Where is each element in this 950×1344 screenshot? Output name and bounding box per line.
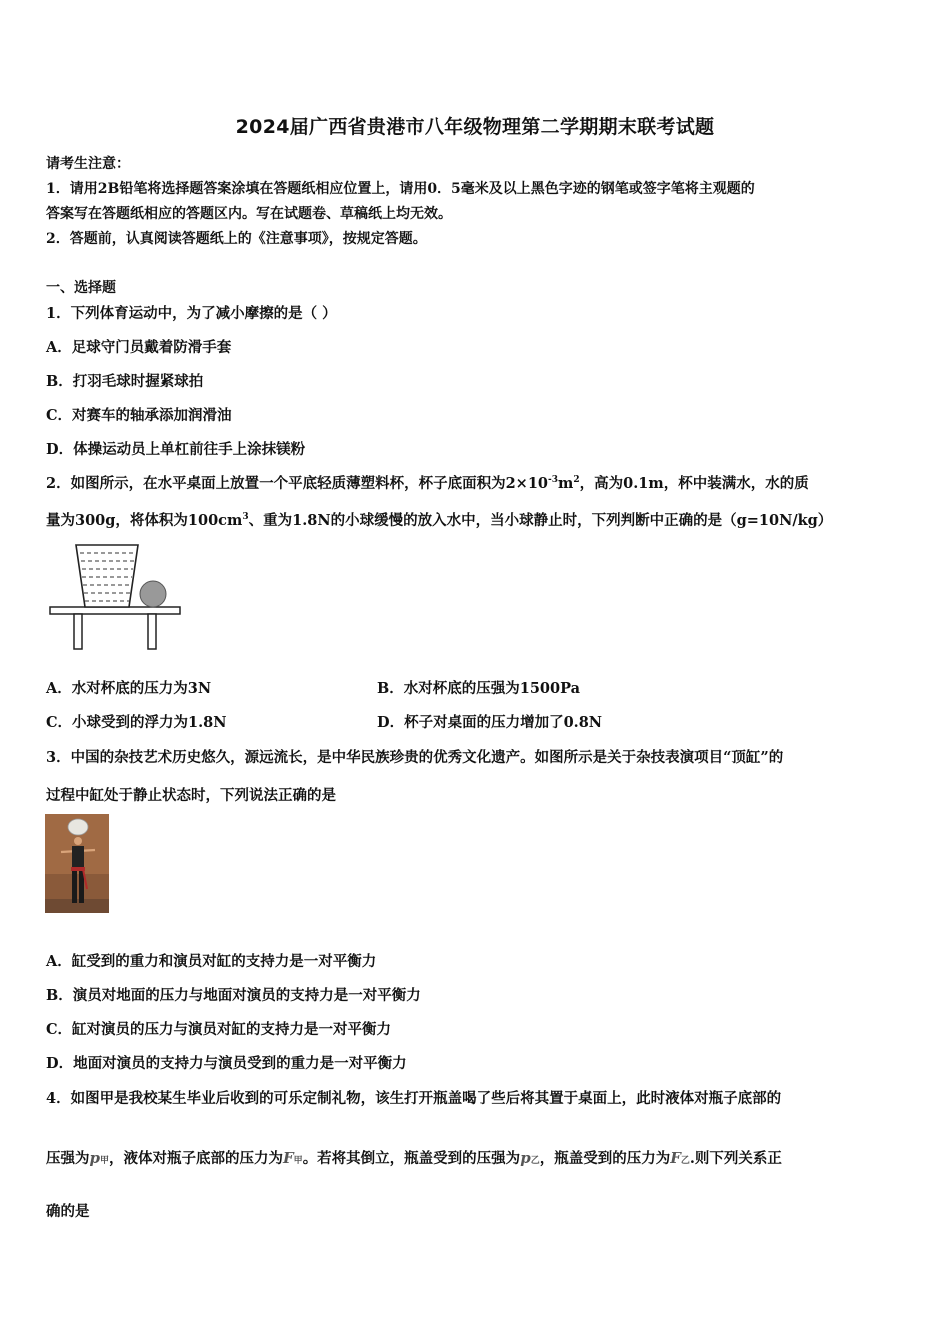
q1-stem: 1．下列体育运动中，为了减小摩擦的是（ ） <box>46 305 337 322</box>
q1-option-d: D．体操运动员上单杠前往手上涂抹镁粉 <box>46 441 306 458</box>
q4-p-symbol-2: p <box>520 1149 531 1167</box>
q4-s2b: ，液体对瓶子底部的压力为 <box>109 1150 284 1167</box>
q3-option-b: B．演员对地面的压力与地面对演员的支持力是一对平衡力 <box>46 987 421 1004</box>
q2-option-c: C．小球受到的浮力为1.8N <box>46 714 227 731</box>
q3-option-c: C．缸对演员的压力与演员对缸的支持力是一对平衡力 <box>46 1021 392 1038</box>
q4-F-jia <box>283 1149 303 1167</box>
q2-stem-line2 <box>46 509 832 530</box>
q4-F-symbol-2: F <box>670 1149 681 1167</box>
notice-line-1b: 答案写在答题纸相应的答题区内。写在试题卷、草稿纸上均无效。 <box>46 206 452 222</box>
q4-s2c: 。若将其倒立，瓶盖受到的压强为 <box>302 1150 521 1167</box>
q2-option-b: B．水对杯底的压强为1500Pa <box>377 680 581 697</box>
q2-stem-2a: 量为300g，将体积为100cm <box>46 512 243 529</box>
notice-line-1a: 1．请用2B铅笔将选择题答案涂填在答题纸相应位置上，请用0．5毫米及以上黑色字迹的钢笔或签字笔将主观题的 <box>46 181 755 197</box>
q3-stem-line2: 过程中缸处于静止状态时，下列说法正确的是 <box>46 787 336 804</box>
exam-title: 2024届广西省贵港市八年级物理第二学期期末联考试题 <box>235 116 715 138</box>
q2-stem-1a: 2．如图所示，在水平桌面上放置一个平底轻质薄塑料杯，杯子底面积为2×10 <box>46 475 549 492</box>
q1-option-b: B．打羽毛球时握紧球拍 <box>46 373 204 390</box>
q2-option-a: A．水对杯底的压力为3N <box>46 680 212 697</box>
q1-option-c: C．对赛车的轴承添加润滑油 <box>46 407 232 424</box>
q2-exp-2: 2 <box>573 475 580 486</box>
q4-s2d: ，瓶盖受到的压力为 <box>539 1150 671 1167</box>
q2-stem-line1 <box>46 472 809 493</box>
q4-F-yi <box>670 1149 690 1167</box>
q4-stem-line2 <box>46 1147 782 1168</box>
q1-option-a: A．足球守门员戴着防滑手套 <box>46 339 232 356</box>
notice-line-2: 2．答题前，认真阅读答题纸上的《注意事项》，按规定答题。 <box>46 231 427 247</box>
q3-option-a: A．缸受到的重力和演员对缸的支持力是一对平衡力 <box>46 953 377 970</box>
q2-option-d: D．杯子对桌面的压力增加了0.8N <box>377 714 603 731</box>
q3-stem-line1: 3．中国的杂技艺术历史悠久，源远流长，是中华民族珍贵的优秀文化遗产。如图所示是关于杂技表演项目“顶缸”的 <box>46 749 784 766</box>
q2-stem-1c: ，高为0.1m，杯中装满水，水的质 <box>579 475 809 492</box>
q4-stem-line1: 4．如图甲是我校某生毕业后收到的可乐定制礼物，该生打开瓶盖喝了些后将其置于桌面上，此时液体对瓶子底部的 <box>46 1090 782 1107</box>
q4-p-yi-sub: 乙 <box>530 1156 540 1166</box>
q4-s2a: 压强为 <box>46 1150 90 1167</box>
q2-stem-2b: 、重为1.8N的小球缓慢的放入水中，当小球静止时，下列判断中正确的是（g=10N/kg） <box>248 512 833 529</box>
acrobat-photo <box>45 814 109 913</box>
q4-p-jia-sub: 甲 <box>100 1156 110 1166</box>
q4-p-yi <box>520 1149 540 1167</box>
q2-exp-3: 3 <box>242 512 249 523</box>
notice-heading: 请考生注意： <box>46 156 130 172</box>
q3-option-d: D．地面对演员的支持力与演员受到的重力是一对平衡力 <box>46 1055 407 1072</box>
q4-F-symbol: F <box>283 1149 294 1167</box>
q4-s2e: .则下列关系正 <box>689 1150 782 1167</box>
q4-p-symbol: p <box>89 1149 100 1167</box>
q2-stem-1b: m <box>558 475 574 492</box>
q4-p-jia <box>90 1149 110 1167</box>
cup-on-table-figure <box>46 540 186 652</box>
q2-exp-1: -3 <box>548 475 559 486</box>
q4-F-jia-sub: 甲 <box>293 1156 303 1166</box>
q4-stem-line3: 确的是 <box>46 1203 90 1220</box>
section-heading: 一、选择题 <box>46 280 116 296</box>
q4-F-yi-sub: 乙 <box>680 1156 690 1166</box>
